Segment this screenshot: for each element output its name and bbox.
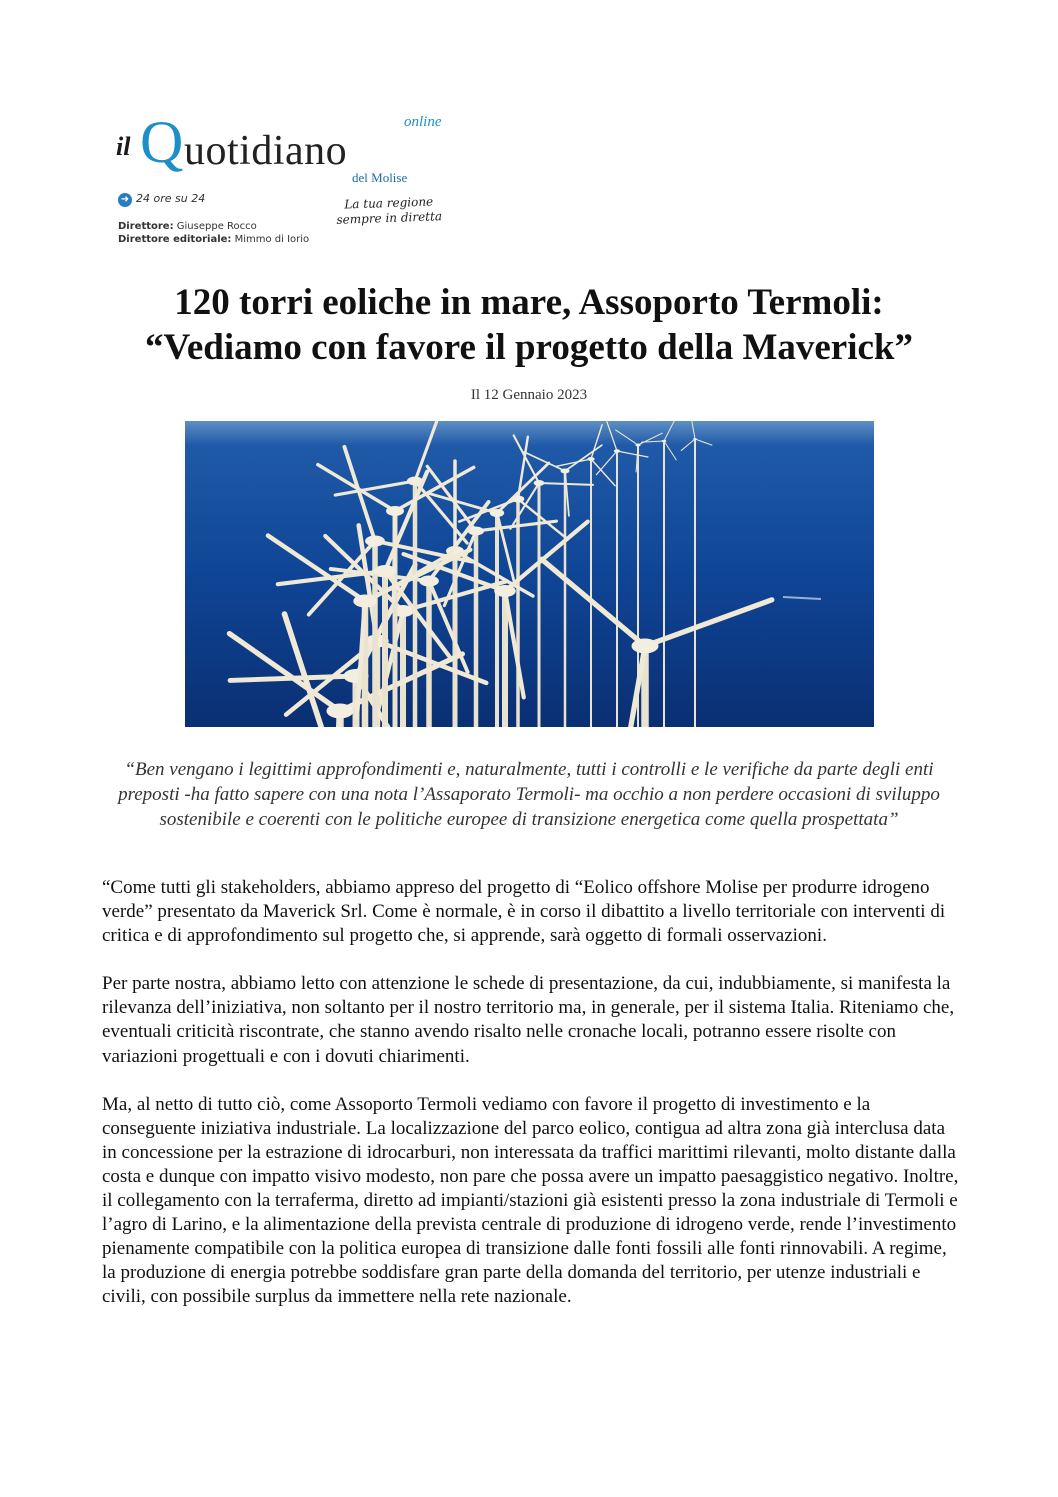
director-name: Giuseppe Rocco [176,221,257,232]
masthead-logo [112,110,462,260]
logo-quotidiano: uotidiano [184,128,348,174]
tagline-24h: 24 ore su 24 [136,192,206,205]
wind-turbine-illustration [185,421,874,727]
arrow-right-icon: ➜ [118,193,132,207]
article-body [102,876,962,1334]
editorial-director-label: Direttore editoriale: [118,234,232,245]
slogan-line-1: La tua regione [344,194,434,212]
paragraph: Ma, al netto di tutto ciò, come Assoporto Termoli vediamo con favore il progetto di investimento e la conseguente iniziativa industriale. La localizzazione del parco eolico, contigua ad altra zona già interclusa data in concessione per la estrazione di idrocarburi, non interessata da traffici marittimi rilevanti, molto distante dalla costa e dunque con impatto visivo modesto, non pare che possa avere un impatto paesaggistico negativo. Inoltre, il collegamento con la terraferma, diretto ad impianti/stazioni già esistenti presso la zona industriale di Termoli e l’agro di Larino, e la alimentazione della prevista centrale di produzione di idrogeno verde, rende l’investimento pienamente compatibile con la politica europea di transizione dalle fonti fossili alle fonti rinnovabili. A regime, la produzione di energia potrebbe soddisfare gran parte della domanda del territorio, per utenze industriali e civili, con possibile surplus da immettere nella rete nazionale. [102,1093,959,1308]
logo-il: il [116,132,131,161]
logo-molise: del Molise [352,170,408,185]
paragraph: “Come tutti gli stakeholders, abbiamo appreso del progetto di “Eolico offshore Molise per produrre idrogeno verde” presentato da Maverick Srl. Come è normale, è in corso il dibattito a livello territoriale con interventi di critica e di approfondimento sul progetto che, si apprende, sarà oggetto di formali osservazioni. [102,877,946,947]
paragraph: Per parte nostra, abbiamo letto con attenzione le schede di presentazione, da cui, indubbiamente, si manifesta la rilevanza dell’iniziativa, non soltanto per il nostro territorio ma, in generale, per il sistema Italia. Riteniamo che, eventuali criticità riscontrate, che stanno avendo risalto nelle cronache locali, potranno essere risolte con variazioni progettuali e con i dovuti chiarimenti. [102,973,955,1067]
logo-q: Q [140,109,184,175]
editorial-director-name: Mimmo di Iorio [234,234,310,245]
slogan [324,194,455,229]
director-label: Direttore: [118,221,174,232]
article-title-line-2: “Vediamo con favore il progetto della Maverick” [145,327,913,368]
article-date: Il 12 Gennaio 2023 [470,387,588,403]
directors [118,220,309,246]
slogan-line-2: sempre in diretta [336,209,443,227]
article-photo-wind-turbines [185,421,874,727]
article-title [60,280,998,370]
article-title-line-1: 120 torri eoliche in mare, Assoporto Termoli: [174,282,884,323]
logo-online: online [404,114,442,130]
pull-quote: “Ben vengano i legittimi approfondimenti e, naturalmente, tutti i controlli e le verifiche da parte degli enti preposti -ha fatto sapere con una nota l’Assaporato Termoli- ma occhio a non perdere occasioni di sviluppo sostenibile e coerenti con le politiche europee di transizione energetica come quella prospettata” [118,759,940,830]
